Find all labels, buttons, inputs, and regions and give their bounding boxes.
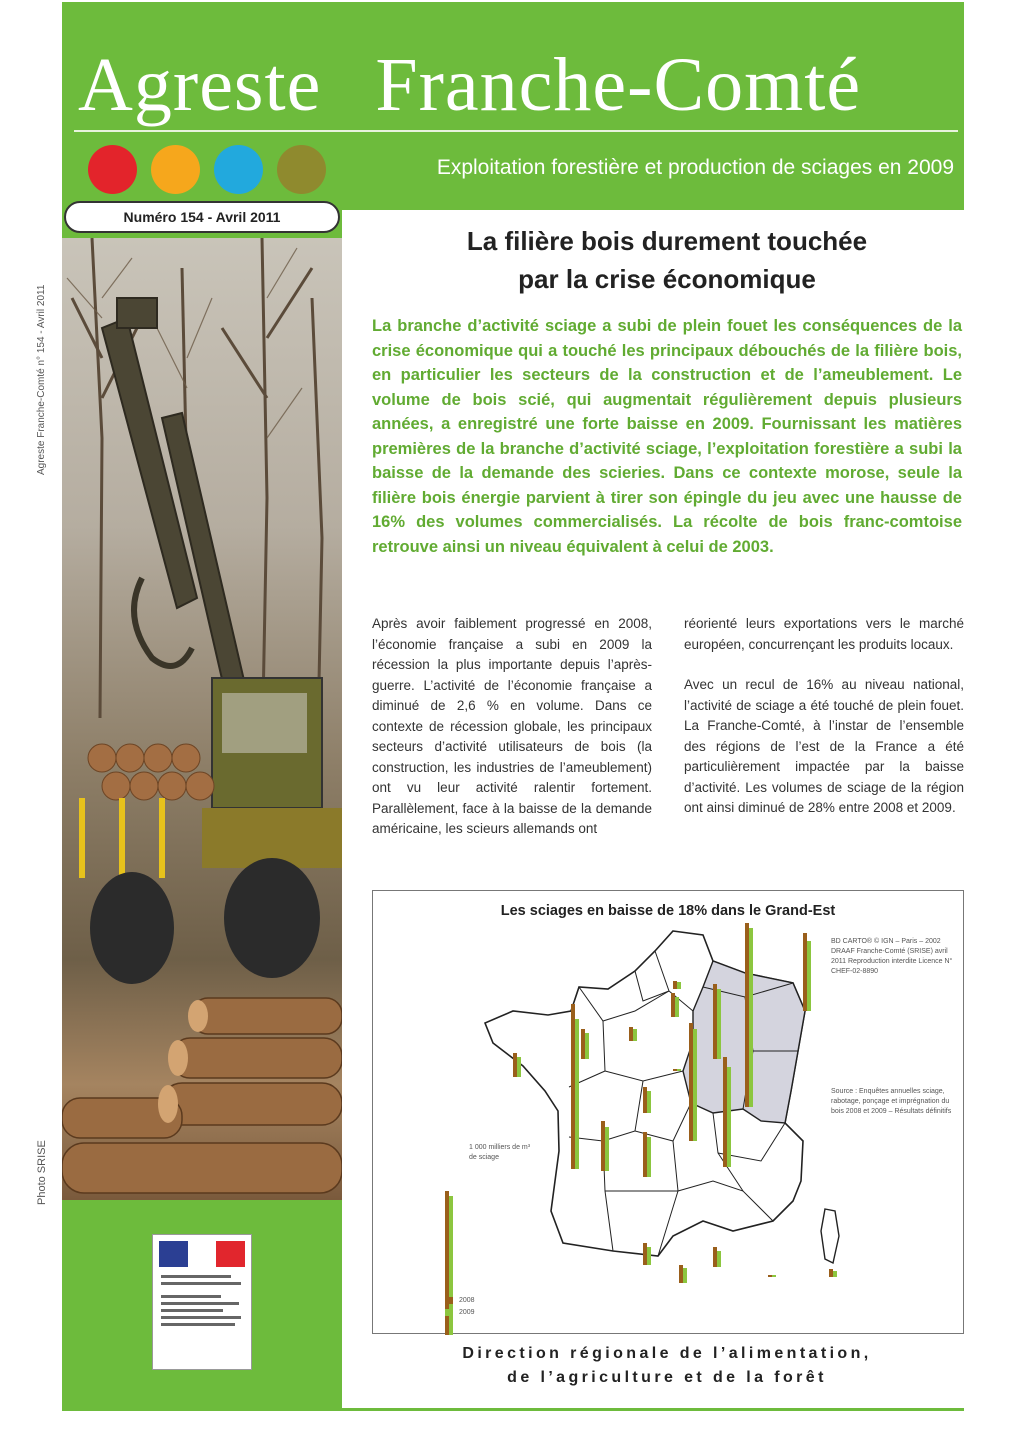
corsica xyxy=(821,1209,839,1263)
map-bar-2009 xyxy=(605,1127,609,1171)
footer-title xyxy=(372,1342,962,1390)
red-dot xyxy=(88,145,137,194)
map-bar-2008 xyxy=(671,993,675,1017)
map-bar-2009 xyxy=(575,1019,579,1169)
side-caption: Agreste Franche-Comté n° 154 - Avril 2011 xyxy=(36,284,47,475)
map-bar-2009 xyxy=(807,941,811,1011)
legend-swatch-2009 xyxy=(445,1309,453,1316)
body-column-2 xyxy=(684,614,964,819)
map-bar-2009 xyxy=(677,982,681,989)
body-paragraph: Avec un recul de 16% au niveau national, l’activité de sciage a été touché de plein fouet. La Franche-Comté, à l’instar de l’ensemble des régions de l’est de la France a été particulièrement impactée par la baisse d’activité. Les volumes de sciage de la région ont ainsi diminué de 28% entre 2008 et 2009. xyxy=(684,677,964,815)
map-bar-2009 xyxy=(647,1247,651,1265)
map-bar-2008 xyxy=(713,1247,717,1267)
map-bar-2008 xyxy=(689,1031,693,1141)
sciage-map-figure xyxy=(372,890,964,1334)
map-bar-2009 xyxy=(717,1251,721,1267)
forestry-photo xyxy=(62,238,342,1200)
map-bar-2008 xyxy=(643,1087,647,1113)
source-note: Source : Enquêtes annuelles sciage, rabotage, ponçage et imprégnation du bois 2008 et 2009 – Résultats définitifs xyxy=(831,1088,952,1115)
body-paragraph: Après avoir faiblement progressé en 2008, l’économie française a subi en 2009 la récession la plus importante depuis l’après-guerre. L’activité de l’économie française a diminué de 2,6 % en volume. Dans ce contexte de récession globale, les principaux secteurs d’activité utilisateurs de bois (la construction, les industries de l’ameublement) ont vu leur activité ralentir fortement. Parallèlement, face à la baisse de la demande américaine, les scieurs allemands ont xyxy=(372,616,652,836)
map-bar-2009 xyxy=(633,1029,637,1041)
map-bar-2009 xyxy=(647,1137,651,1177)
title-region: Franche-Comté xyxy=(375,43,862,127)
map-bar-2009 xyxy=(833,1271,837,1277)
carto-credit-note: BD CARTO® © IGN – Paris – 2002 DRAAF Franche-Comté (SRISE) avril 2011 Reproduction interdite Licence N° CHEF-02-8890 xyxy=(831,938,953,975)
article-headline xyxy=(372,222,962,298)
blue-dot xyxy=(214,145,263,194)
map-bar-2008 xyxy=(673,1069,677,1071)
map-bar-2009 xyxy=(517,1057,521,1077)
publication-title xyxy=(78,42,861,129)
map-bar-2009 xyxy=(647,1091,651,1113)
map-bar-2008 xyxy=(513,1053,517,1077)
headline-line-2: par la crise économique xyxy=(518,264,816,294)
color-dots xyxy=(88,145,326,194)
map-bar-2009 xyxy=(585,1033,589,1059)
map-bar-2008 xyxy=(768,1275,772,1277)
photo-credit: Photo SRISE xyxy=(36,1140,48,1205)
map-bar-2008 xyxy=(643,1132,647,1177)
map-bar-2008 xyxy=(803,933,807,1011)
legend-label-2009: 2009 xyxy=(459,1309,475,1316)
map-bar-2008 xyxy=(723,1057,727,1167)
issue-number-badge: Numéro 154 - Avril 2011 xyxy=(64,201,340,233)
map-bar-2008 xyxy=(679,1265,683,1283)
header-banner xyxy=(62,2,964,210)
map-title: Les sciages en baisse de 18% dans le Grand-Est xyxy=(500,903,836,919)
map-bar-2008 xyxy=(629,1027,633,1041)
legend-item-2008 xyxy=(445,1297,475,1304)
body-column-1 xyxy=(372,614,652,840)
legend-item-2009 xyxy=(445,1309,475,1316)
map-bar-2008 xyxy=(581,1029,585,1059)
map-bar-2009 xyxy=(727,1067,731,1167)
map-bar-2009 xyxy=(683,1268,687,1283)
legend-swatch-2008 xyxy=(445,1297,453,1304)
orange-dot xyxy=(151,145,200,194)
article-intro: La branche d’activité sciage a subi de plein fouet les conséquences de la crise économique qui a touché les principaux débouchés de la filière bois, en particulier les secteurs de la construction et de l’ameublement. Le volume de bois scié, qui augmentait régulièrement depuis plusieurs années, a enregistré une forte baisse en 2009. Fournissant les matières premières de la branche d’activité sciage, l’exploitation forestière a subi la baisse de la demande des scieries. Dans ce contexte morose, seule la filière bois énergie parvient à tirer son épingle du jeu avec une hausse de 16% des volumes commercialisés. La récolte de bois franc-comtoise retrouve ainsi un niveau équivalent à celui de 2003. xyxy=(372,317,962,556)
olive-dot xyxy=(277,145,326,194)
map-bar-2009 xyxy=(677,1069,681,1071)
marianne-flag-icon xyxy=(159,1241,245,1267)
footer-line-1: Direction régionale de l’alimentation, xyxy=(462,1345,872,1362)
map-bar-2008 xyxy=(745,962,749,1107)
forestry-machine-illustration xyxy=(62,238,342,1200)
bottom-rule xyxy=(62,1408,964,1411)
issue-subtitle: Exploitation forestière et production de sciages en 2009 xyxy=(436,156,954,179)
map-bar-2008 xyxy=(601,1121,605,1171)
title-agreste: Agreste xyxy=(78,43,322,127)
map-bar-2008 xyxy=(643,1243,647,1265)
ministry-logo xyxy=(152,1234,252,1370)
body-paragraph: réorienté leurs exportations vers le marché européen, concurrençant les produits locaux. xyxy=(684,616,964,652)
ministry-logo-text xyxy=(159,1275,245,1326)
map-bar-2009 xyxy=(749,975,753,1107)
map-bar-2009 xyxy=(772,1275,776,1277)
map-bar-2009 xyxy=(675,997,679,1017)
legend-label-2008: 2008 xyxy=(459,1297,475,1304)
bar-scale-note: 1 000 milliers de m³ de sciage xyxy=(469,1144,531,1161)
headline-line-1: La filière bois durement touchée xyxy=(466,226,868,256)
map-bar-2008 xyxy=(713,984,717,1059)
map-bar-2008 xyxy=(829,1269,833,1277)
map-bar-2009 xyxy=(717,989,721,1059)
footer-line-2: de l’agriculture et de la forêt xyxy=(507,1369,827,1386)
map-bar-2008 xyxy=(571,1004,575,1169)
map-bar-2008 xyxy=(673,981,677,989)
map-bar-2009 xyxy=(693,1043,697,1141)
header-rule xyxy=(74,130,958,132)
